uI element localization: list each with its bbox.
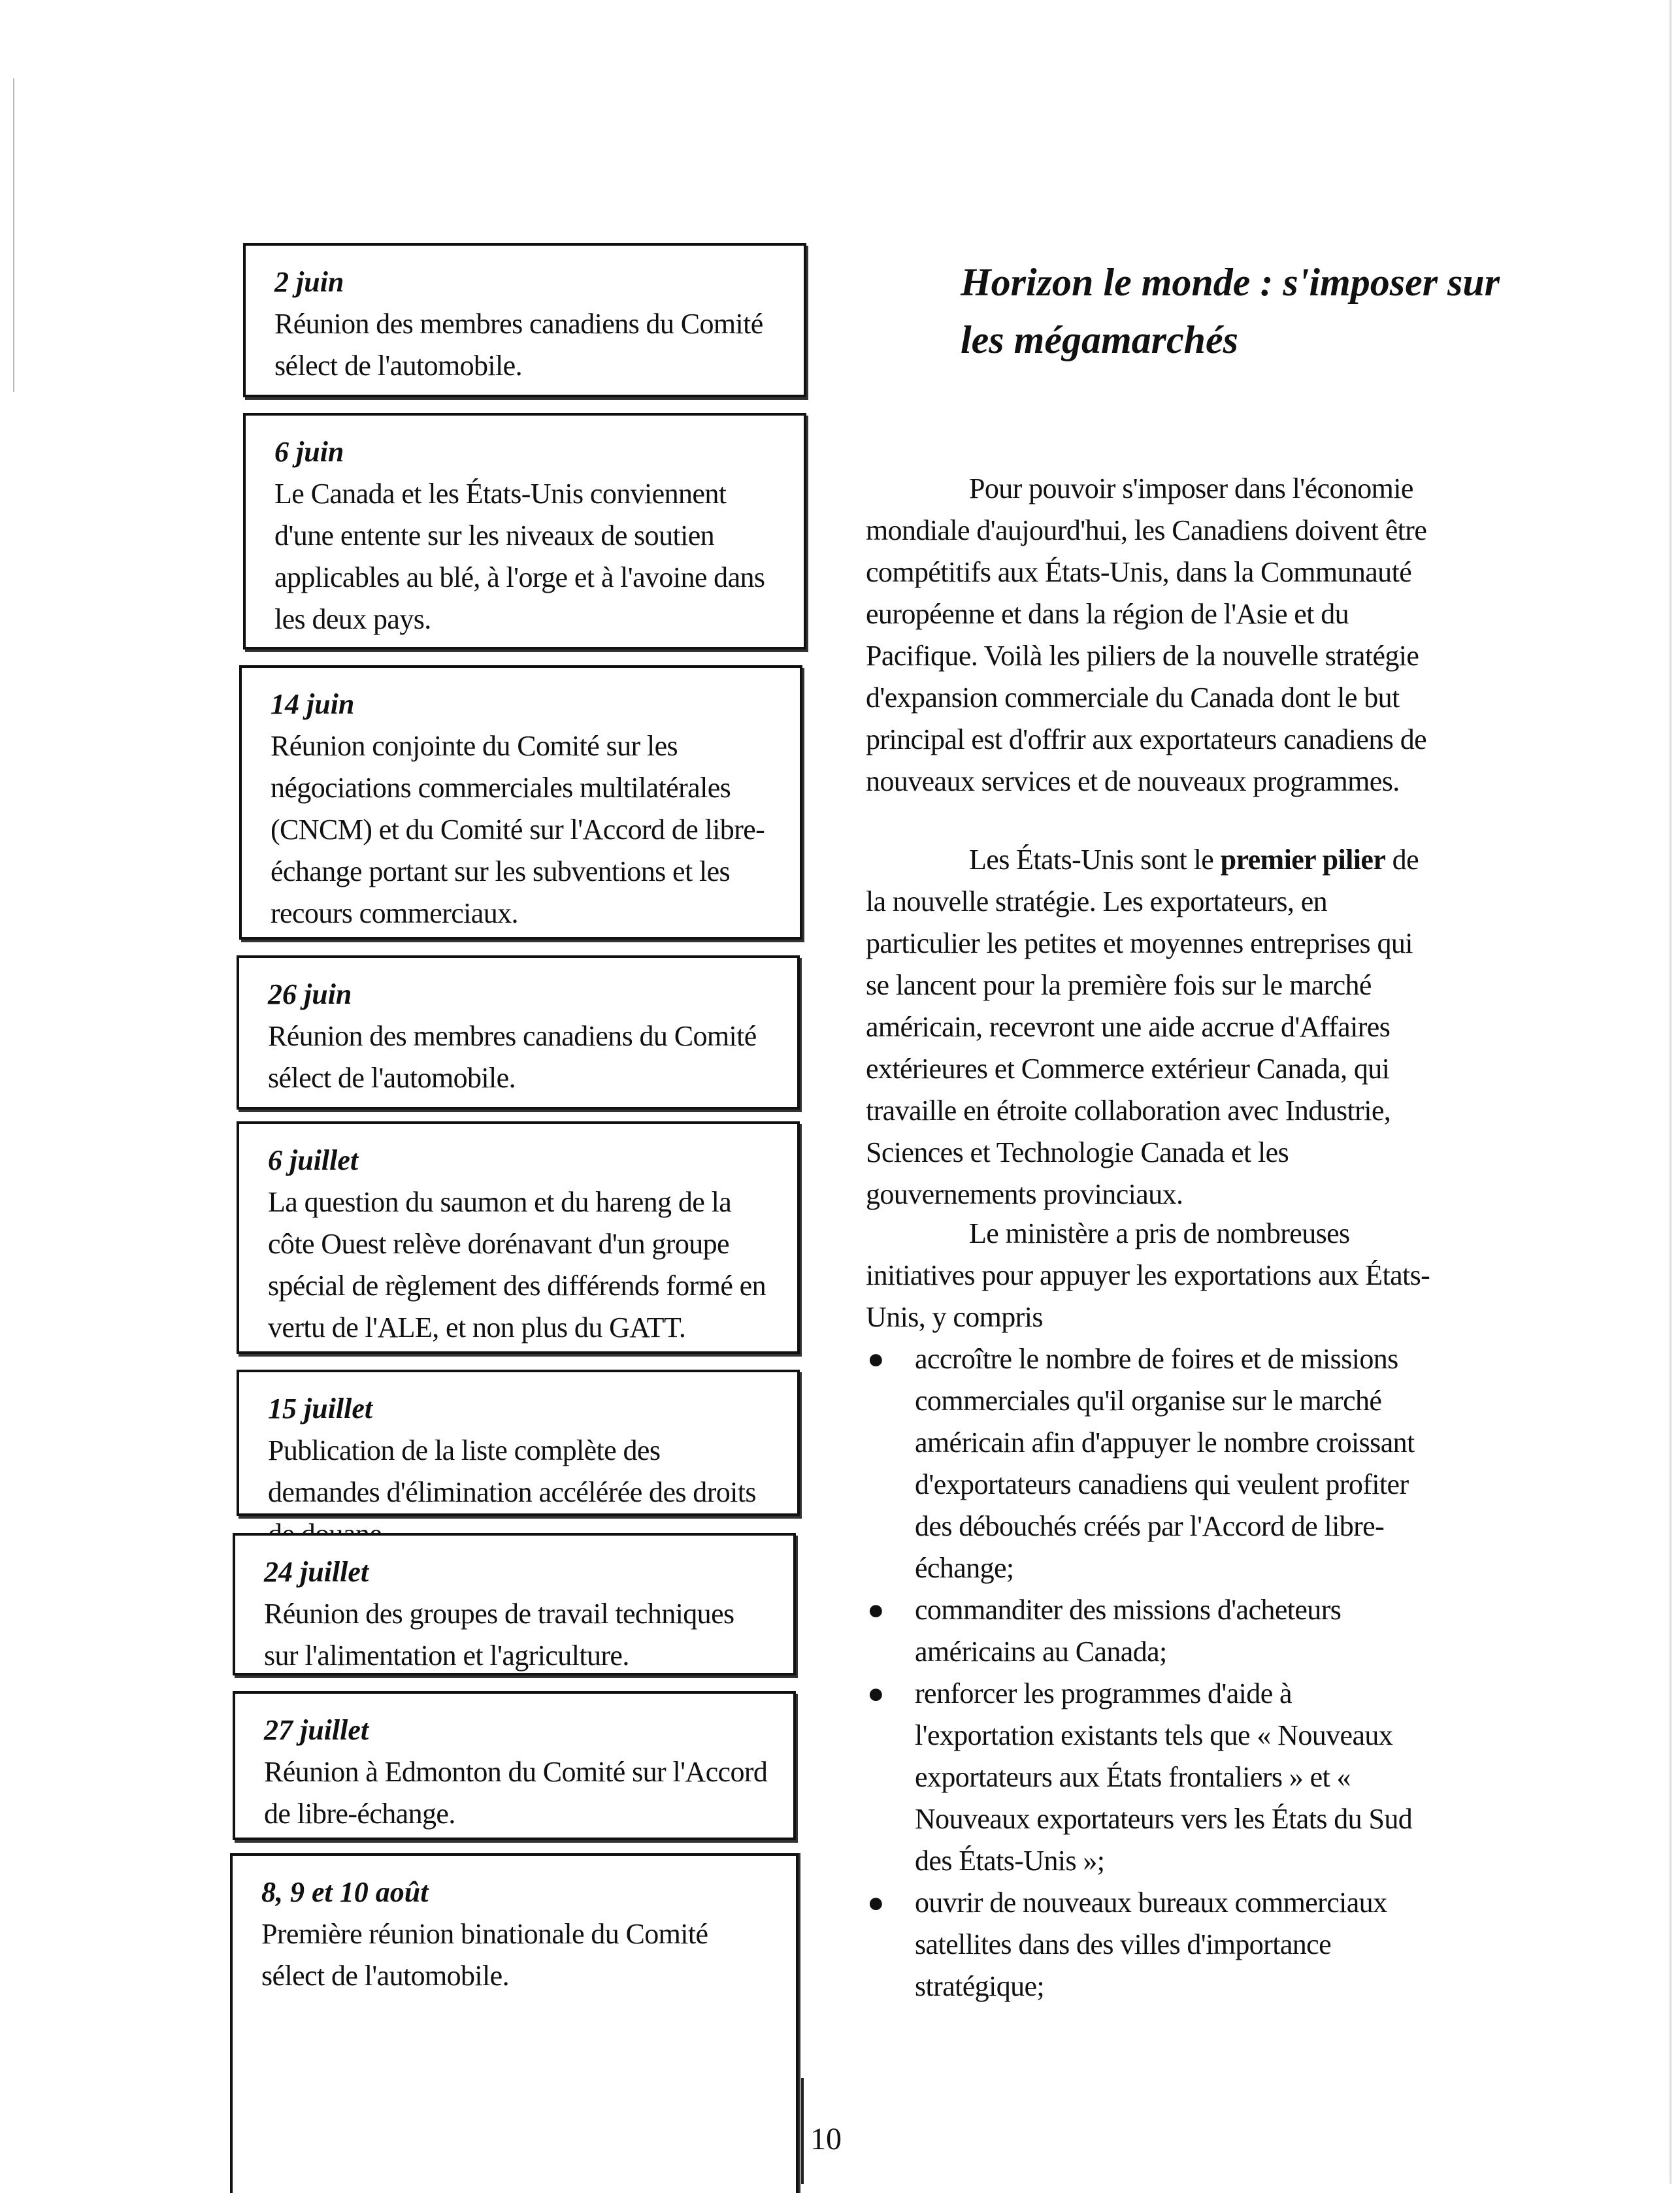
scan-edge-right: [1670, 0, 1672, 2184]
timeline-entry: [243, 243, 806, 397]
timeline-text: Première réunion binationale du Comité sélect de l'automobile.: [261, 1918, 708, 1992]
list-item: [866, 1338, 1434, 1589]
timeline-date: 8, 9 et 10 août: [261, 1876, 429, 1908]
list-item: [866, 1882, 1434, 2007]
bullet-icon: ●: [867, 1887, 884, 1919]
initiatives-list: [866, 1338, 1434, 2007]
scan-edge-left: [13, 78, 14, 392]
page-number: 10: [810, 2122, 842, 2156]
list-item-text: accroître le nombre de foires et de missions commerciales qu'il organise sur le marché américain afin d'appuyer le nombre croissant d'exportateurs canadiens qui veulent profiter des débouchés créés par l'Accord de libre-échange;: [915, 1343, 1415, 1584]
timeline-date: 14 juin: [271, 688, 355, 720]
timeline-entry: [237, 1121, 800, 1354]
timeline-date: 26 juin: [268, 978, 352, 1010]
timeline-text: Réunion à Edmonton du Comité sur l'Accord de libre-échange.: [264, 1756, 768, 1830]
list-item-text: commanditer des missions d'acheteurs américains au Canada;: [915, 1594, 1342, 1668]
article-paragraph: [866, 839, 1434, 1215]
list-item: [866, 1673, 1434, 1882]
article-body: [866, 468, 1434, 802]
bullet-icon: ●: [867, 1343, 884, 1375]
timeline-date: 24 juillet: [264, 1556, 369, 1588]
timeline-entry: [230, 1853, 799, 2193]
timeline-date: 27 juillet: [264, 1714, 369, 1746]
timeline-entry: [237, 955, 800, 1110]
bullet-icon: ●: [867, 1677, 884, 1709]
bullet-icon: ●: [867, 1594, 884, 1626]
timeline-text: Réunion des groupes de travail techniques sur l'alimentation et l'agriculture.: [264, 1598, 734, 1672]
timeline-entry: [233, 1691, 796, 1840]
article-paragraph: Pour pouvoir s'imposer dans l'économie mondiale d'aujourd'hui, les Canadiens doivent être compétitifs aux États-Unis, dans la Communauté européenne et dans la région de l'Asie et du Pacifique. Voilà les piliers de la nouvelle stratégie d'expansion commerciale du Canada dont le but principal est d'offrir aux exportateurs canadiens de nouveaux services et de nouveaux programmes.: [866, 472, 1427, 797]
list-item-text: renforcer les programmes d'aide à l'exportation existants tels que « Nouveaux exportateurs aux États frontaliers » et « Nouveaux exportateurs vers les États du Sud des États-Unis »;: [915, 1677, 1413, 1877]
timeline-text: Réunion des membres canadiens du Comité sélect de l'automobile.: [274, 308, 763, 382]
list-item: [866, 1589, 1434, 1673]
divider-line: [801, 2078, 804, 2184]
list-item-text: ouvrir de nouveaux bureaux commerciaux satellites dans des villes d'importance stratégique;: [915, 1887, 1387, 2002]
article-title: Horizon le monde : s'imposer sur les mégamarchés: [961, 261, 1500, 361]
timeline-text: Réunion conjointe du Comité sur les négociations commerciales multilatérales (CNCM) et du Comité sur l'Accord de libre-échange portant sur les subventions et les recours commerciaux.: [271, 730, 765, 929]
article-text: Les États-Unis sont le: [969, 844, 1221, 876]
article-body: [866, 1213, 1434, 2007]
article-paragraph: Le ministère a pris de nombreuses initiatives pour appuyer les exportations aux États-Unis, y compris: [866, 1217, 1430, 1333]
timeline-date: 6 juin: [274, 436, 344, 468]
emphasis-text: premier pilier: [1220, 844, 1386, 876]
timeline-entry: [233, 1533, 796, 1675]
timeline-entry: [237, 1370, 800, 1516]
timeline-date: 6 juillet: [268, 1144, 359, 1176]
timeline-text: Publication de la liste complète des demandes d'élimination accélérée des droits: [268, 1434, 756, 1508]
timeline-entry: [239, 665, 802, 940]
timeline-text: La question du saumon et du hareng de la côte Ouest relève dorénavant d'un groupe spécial de règlement des différends formé en vertu de l'ALE, et non plus du GATT.: [268, 1186, 766, 1344]
article-text: de la nouvelle stratégie. Les exportateurs, en particulier les petites et moyennes entreprises qui se lancent pour la première fois sur le marché américain, recevront une aide accrue d'Affaires extérieures et Commerce extérieur Canada, qui travaille en étroite collaboration avec Industrie, Sciences et Technologie Canada et les gouvernements provinciaux.: [866, 844, 1419, 1210]
article-body: [866, 839, 1434, 1215]
timeline-text: Réunion des membres canadiens du Comité sélect de l'automobile.: [268, 1020, 757, 1094]
timeline-date: 2 juin: [274, 266, 344, 298]
timeline-text: Le Canada et les États-Unis conviennent d'une entente sur les niveaux de soutien applicables au blé, à l'orge et à l'avoine dans les deux pays.: [274, 478, 765, 635]
timeline-entry: [243, 413, 806, 650]
timeline-date: 15 juillet: [268, 1393, 373, 1425]
